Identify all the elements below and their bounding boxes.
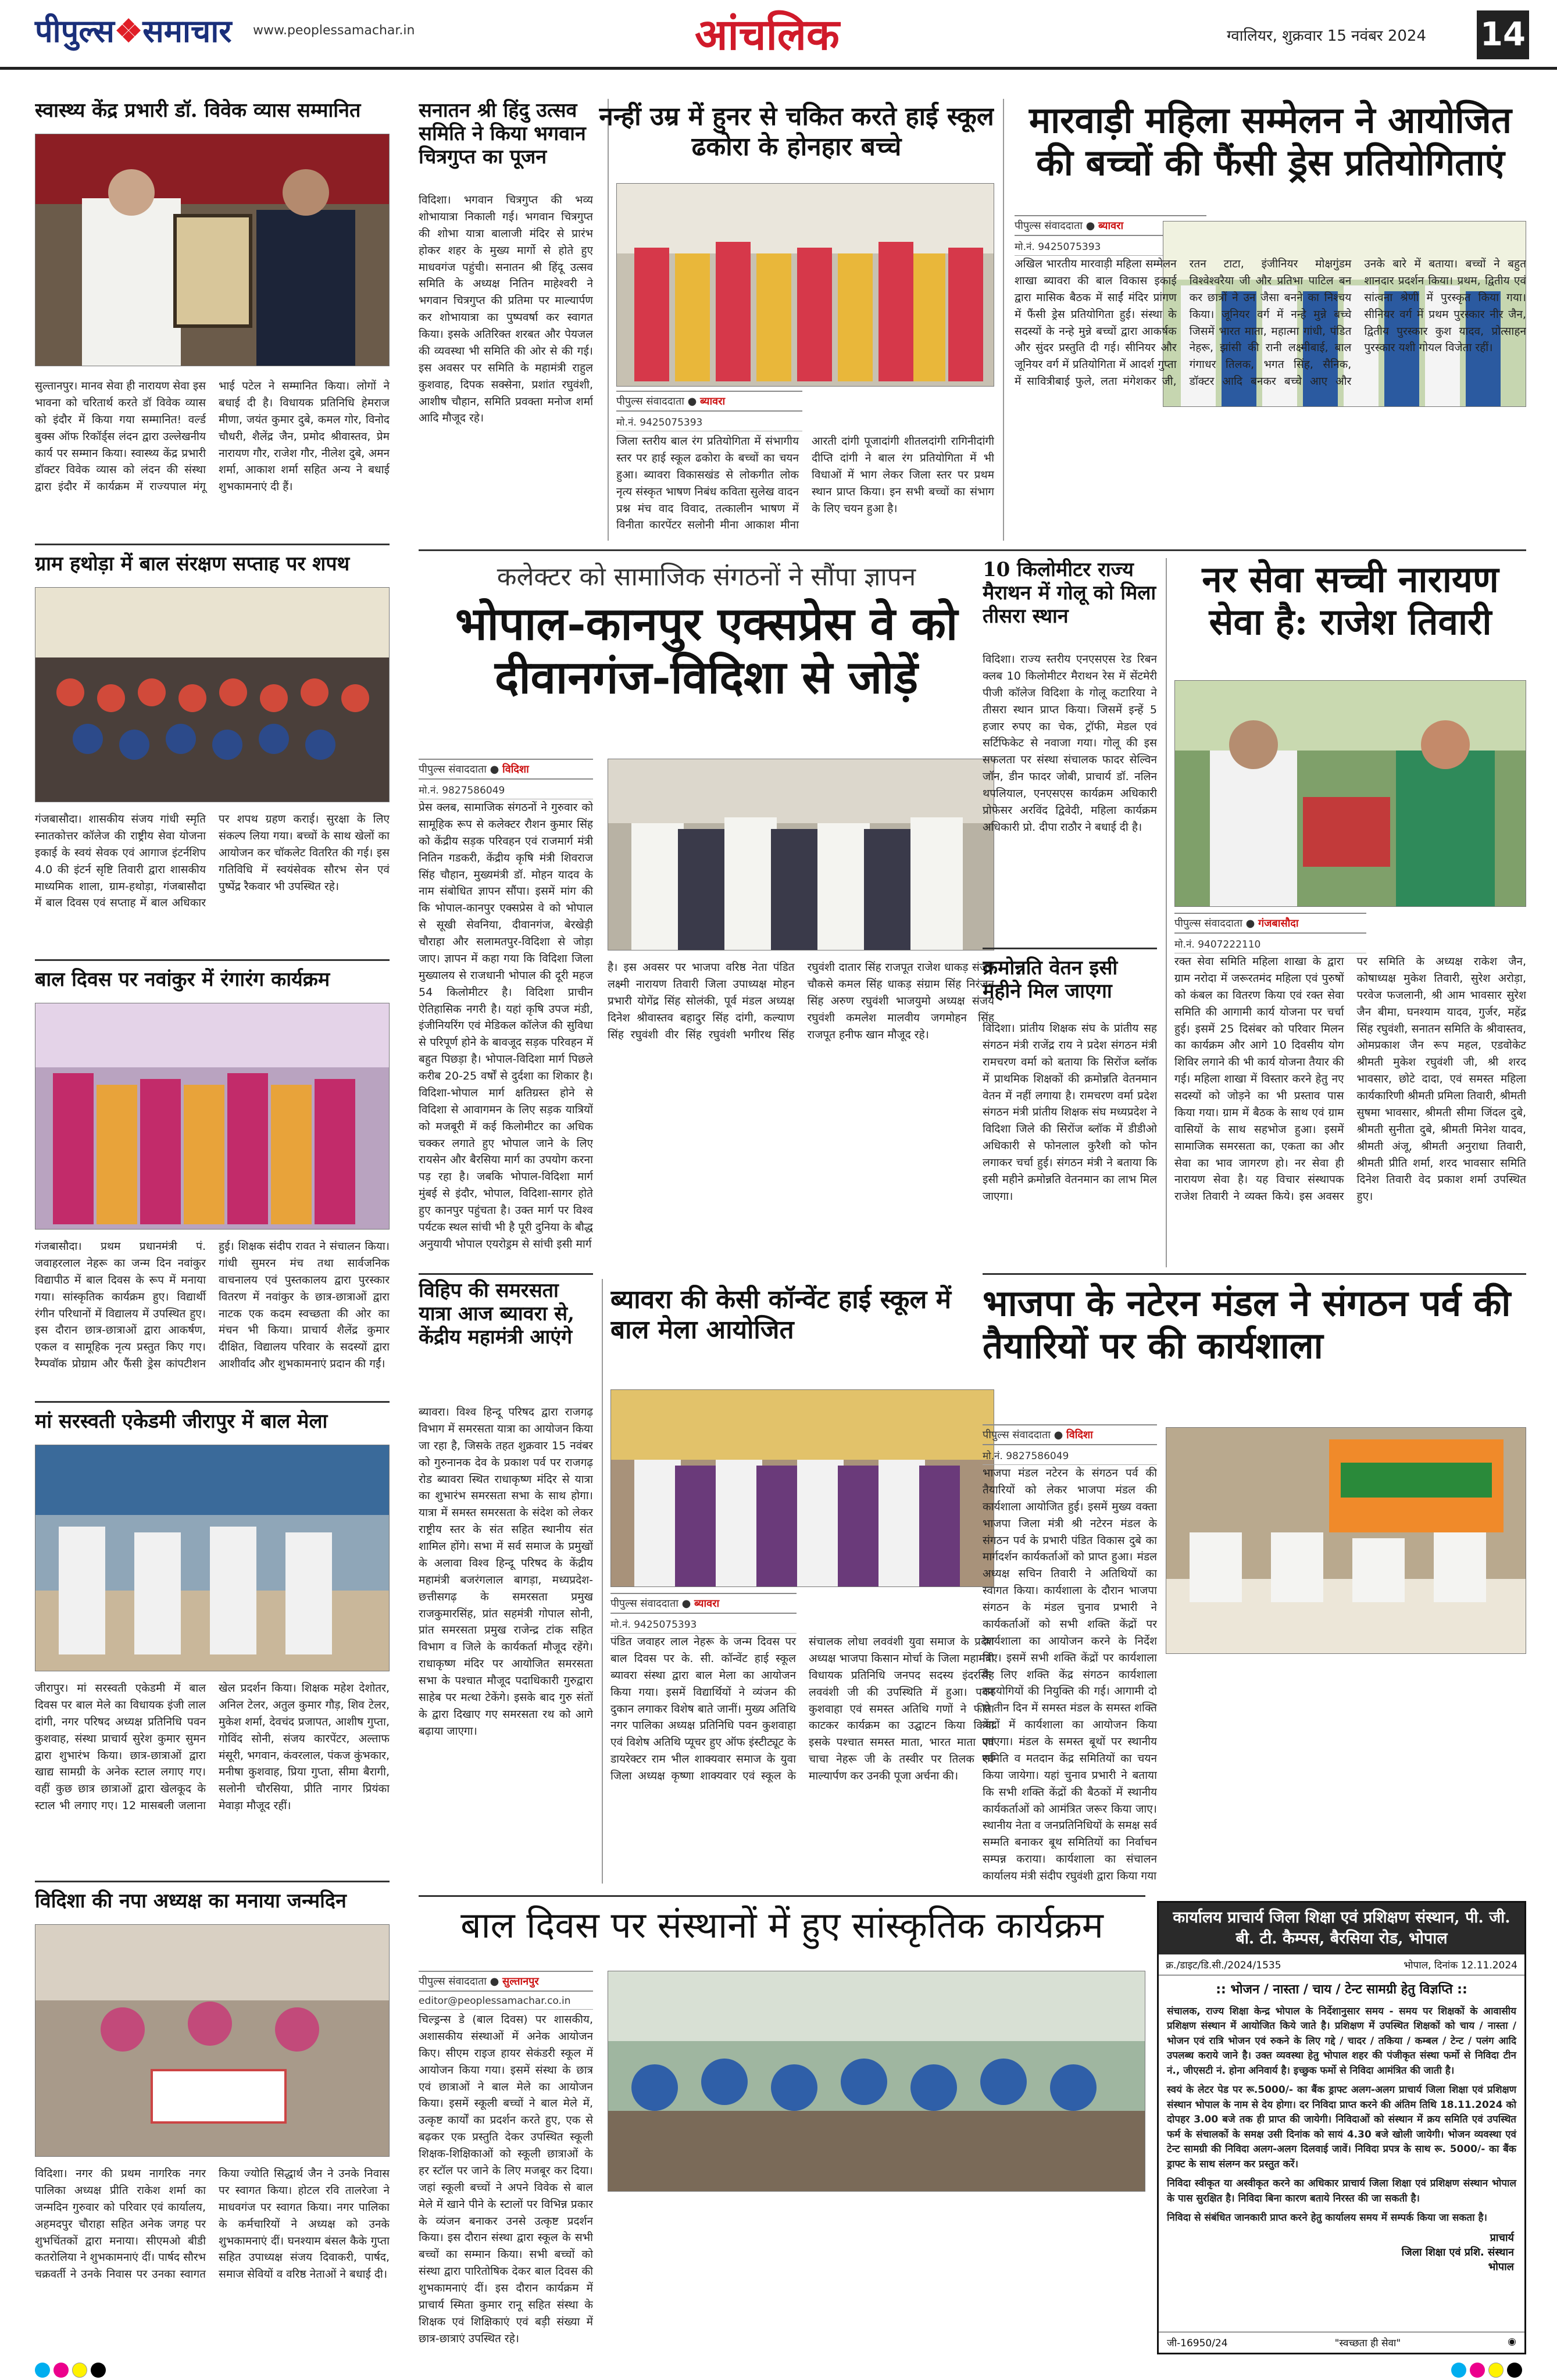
logo-part-b: समाचार — [142, 12, 232, 49]
story-meta — [419, 759, 593, 804]
story-body: रक्त सेवा समिति महिला शाखा के द्वारा ग्राम नरोदा में जरूरतमंद महिला एवं पुरुषों को कंबल का वितरण किया एवं रक्त सेवा समिति की आगामी कार्य योजना पर चर्चा हुई। इसमें 25 दिसंबर को परिवार मिलन का कार्यक्रम और आगे 10 दिवसीय योग शिविर लगाने की भी कार्य योजना तैयार की गई। महिला शाखा में विस्तार करने हेतु नए सदस्यों को जोड़ने का भी प्रस्ताव पास किया गया। ग्राम में बैठक के साथ एवं ग्राम वासियों के साथ सहभोज हुआ। इसमें सामाजिक समरसता का, एकता का और सेवा का भाव जागरण हो। नर सेवा ही नारायण सेवा है। यह विचार संस्थापक राजेश तिवारी ने व्यक्त किये। इस अवसर पर समिति के अध्यक्ष राकेश जैन, कोषाध्यक्ष मुकेश तिवारी, सुरेश अरोड़ा, परवेज फजलानी, श्री आम भावसार सुरेश जैन बीमा, घनश्याम यादव, गुर्जर, महेंद्र सिंह रघुवंशी, सनातन समिति के श्रीवास्तव, ओमप्रकाश जैन रूप महल, एडवोकेट श्रीमती मुकेश रघुवंशी जी, श्री शरद भावसार, छोटे दादा, एवं समस्त महिला कार्यकारिणी श्रीमती प्रमिला तिवारी, श्रीमती सुषमा भावसार, श्रीमती सीमा जिंदल दुबे, श्रीमती सुनीता दुबे, श्रीमती मिनेश यादव, श्रीमती अंजू, श्रीमती अनुराधा तिवारी, श्रीमती प्रीति शर्मा, शरद भावसार समिति दिनेश तिवारी वेद प्रकाश शर्मा उपस्थित हुए। — [1174, 955, 1526, 1203]
ad-paragraph-1: संचालक, राज्य शिक्षा केन्द्र भोपाल के निर्देशानुसार समय - समय पर शिक्षकों के आवासीय प्रशिक्षण संस्थान में आयोजित किये जाते है। प्रशिक्षण में उपस्थित शिक्षकों को चाय / नास्ता / भोजन एवं रात्रि भोजन एवं रुकने के लिए गद्दे / चादर / तकिया / कम्बल / टेन्ट / पलंग आदि उपलब्ध कराये जाने है। उक्त व्यवस्था हेतु भोपाल शहर की पंजीकृत संस्था फर्मो से निविदा टीन नं., जीएसटी नं. होना अनिवार्य है। इच्छुक फर्मो से निविदा आमंत्रित की जाती है। — [1167, 2005, 1516, 2077]
tender-notice-ad — [1157, 1901, 1526, 2354]
story-body: पंडित जवाहर लाल नेहरू के जन्म दिवस पर बाल दिवस पर के. सी. कॉन्वेंट हाई स्कूल ब्यावरा संस्था द्वारा बाल मेला का आयोजन किया गया। इसमें विद्यार्थियों ने व्यंजन की दुकान लगाकर विशेष बाते जानीं। मुख्य अतिथि नगर पालिका अध्यक्ष प्रतिनिधि पवन कुशवाहा एवं विशेष अतिथि प्यूचर हुए ऑफ इंस्टीट्यूट के डायरेक्टर राम भील शाक्यवार समाज के युवा जिला अध्यक्ष कृष्णा शाक्यवार एवं स्कूल के संचालक लोधा लववंशी युवा समाज के प्रदेश अध्यक्ष भाजपा किसान मोर्चा के जिला महामंत्री विधायक प्रतिनिधि जनपद सदस्य इंदरसिंह लववंशी जी की उपस्थिति में हुआ। पवन कुशवाहा एवं समस्त अतिथि गणों ने फीता काटकर कार्यक्रम का उद्घाटन किया किया इसके पश्चात समस्त माता, भारत माता एवं चाचा नेहरू जी के तस्वीर पर तिलक एवं माल्यार्पण कर उनकी पूजा अर्चना की। — [610, 1635, 994, 1782]
headline: 10 किलोमीटर राज्य मैराथन में गोलू को मिला तीसरा स्थान — [983, 558, 1156, 628]
ad-signatory — [1159, 2228, 1524, 2277]
ad-subject: :: भोजन / नास्ता / चाय / टेन्ट सामग्री हेतु विज्ञप्ति :: — [1216, 1982, 1467, 1997]
story-body: विदिशा। प्रांतीय शिक्षक संघ के प्रांतीय सह संगठन मंत्री राजेंद्र राय ने प्रदेश संगठन मंत्री रामचरण वर्मा को बताया कि सिरोंज ब्लॉक में प्राथमिक शिक्षकों की क्रमोन्नति वेतनमान वेतन में नहीं लगाया है। रामचरण वर्मा प्रदेश संगठन मंत्री प्रांतीय शिक्षक संघ मध्यप्रदेश ने विदिशा जिले की सिरोंज ब्लॉक में डीडीओ अधिकारी से फोनलाल कुरैशी को फोन लगाकर चर्चा हुई। संगठन मंत्री ने बताया कि इसी महीने क्रमोन्नति वेतनमान का लाभ मिल जाएगा। — [983, 1022, 1157, 1203]
byline-place: सुल्तानपुर — [502, 1975, 539, 1988]
divider — [35, 959, 390, 961]
story-body: गंजबासौदा। शासकीय संजय गांधी स्मृति स्नातकोत्तर कॉलेज की राष्ट्रीय सेवा योजना इकाई के स्वयं सेवक एवं आगाज इंटर्नशिप 4.0 की इंटर्न सृष्टि तिवारी द्वारा शासकीय माध्यमिक शाला, ग्राम-हथोड़ा, गंजबासौदा में बाल दिवस एवं सप्ताह में बाल अधिकार पर शपथ ग्रहण कराई। सुरक्षा के लिए संकल्प लिया गया। बच्चों के साथ खेलों का आयोजन कर चॉकलेट वितरित की गई। इस गतिविधि में स्वयंसेवक सौरभ सेन एवं पुष्पेंद्र रैकवार भी उपस्थित रहे। — [35, 813, 390, 910]
headline: विदिशा की नपा अध्यक्ष का मनाया जन्मदिन — [35, 1889, 347, 1913]
section-title: आंचलिक — [695, 10, 840, 60]
magenta-dot-icon — [53, 2363, 69, 2378]
story-body-part2 — [1166, 1663, 1526, 1889]
ad-code: जी-16950/24 — [1167, 2338, 1228, 2349]
byline-author: पीपुल्स संवाददाता — [610, 1598, 678, 1610]
byline-place: विदिशा — [1066, 1429, 1093, 1441]
story-child-protection — [35, 552, 390, 587]
byline: पीपुल्स संवाददाता ● सुल्तानपुर — [419, 1971, 593, 1992]
cyan-dot-icon — [1451, 2363, 1466, 2378]
story-nar-seva — [1174, 558, 1526, 674]
headline: विहिप की समरसता यात्रा आज ब्यावरा से, केंद्रीय महामंत्री आएंगे — [419, 1279, 574, 1349]
headline: स्वास्थ्य केंद्र प्रभारी डॉ. विवेक व्यास सम्मानित — [35, 99, 361, 122]
dateline: ग्वालियर, शुक्रवार 15 नवंबर 2024 — [1227, 27, 1426, 45]
story-npa-birthday — [35, 1889, 390, 1924]
photo-image — [35, 588, 390, 802]
story-saraswati-academy — [35, 1410, 390, 1445]
ad-paragraph-4: निविदा से संबंधित जानकारी प्राप्त करने हेतु कार्यालय समय में सम्पर्क किया जा सकता है। — [1167, 2212, 1487, 2224]
photo-blanket-distribution — [1174, 680, 1526, 907]
story-body: गंजबासौदा। प्रथम प्रधानमंत्री पं. जवाहरलाल नेहरू का जन्म दिन नवांकुर विद्यापीठ में बाल दिवस के रूप में मनाया गया। सांस्कृतिक कार्यक्रम हुए। विद्यार्थी रंगीन परिधानों में विद्यालय में उपस्थित हुए। इस दौरान छात्र-छात्राओं द्वारा आकर्षण, एकल व सामूहिक नृत्य प्रस्तुत किए गए। रैम्पवॉक प्रोग्राम और फैंसी ड्रेस कांपटीशन हुई। शिक्षक संदीप रावत ने संचालन किया। गांधी सुमरन मंच तथा सार्वजनिक वाचनालय एवं पुस्तकालय द्वारा पुरस्कार वितरण में नवांकुर के छात्र-छात्राओं द्वारा नाटक एक कदम स्वच्छता की ओर का मंचन भी किया। प्राचार्य शैलेंद्र कुमार दीक्षित, विद्यालय परिवार के सदस्यों द्वारा आशीर्वाद और शुभकामनाएं प्रदान की गईं। — [35, 1240, 390, 1371]
divider — [419, 549, 994, 551]
headline: बाल दिवस पर नवांकुर में रंगारंग कार्यक्रम — [35, 968, 330, 991]
story-marathon-golu — [983, 558, 1157, 651]
ad-slogan: "स्वच्छता ही सेवा" — [1334, 2338, 1401, 2349]
photo-memorandum-submission — [608, 759, 994, 950]
kicker: कलेक्टर को सामाजिक संगठनों ने सौंपा ज्ञापन — [497, 562, 916, 592]
page-number: 14 — [1477, 10, 1529, 59]
photo-birthday-cake — [35, 1924, 390, 2157]
byline-author: पीपुल्स संवाददाता — [616, 395, 684, 408]
column-rule — [1166, 558, 1167, 1267]
photo-students-oath — [35, 587, 390, 802]
story-vhp-yatra — [419, 1279, 593, 1401]
story-body: जिला स्तरीय बाल रंग प्रतियोगिता में संभागीय स्तर पर हाई स्कूल ढकोरा के बच्चों का चयन हुआ। ब्यावरा विकासखंड से लोकगीत लोक नृत्य संस्कृत भाषण निबंध कविता सुलेख वादन प्रश्न मंच वाद विवाद, तत्कालीन भाषण में विनीता कारपेंटर सलोनी मीना आकाश मीना आरती दांगी पूजादांगी शीतलदांगी रागिनीदांगी दीप्ति दांगी ने बाल रंग प्रतियोगिता में भी विधाओं में भाग लेकर जिला स्तर पर प्रथम स्थान प्राप्त किया। इन सभी बच्चों का संभाग के लिए चयन हुआ है। — [616, 435, 994, 532]
story-body-part2 — [608, 2200, 1145, 2354]
story-body: विदिशा। नगर की प्रथम नागरिक नगर पालिका अध्यक्ष प्रीति राकेश शर्मा का जन्मदिन गुरुवार को परिवार एवं कार्यालय, अहमदपुर चौराहा सहित अनेक जगह पर शुभचिंतकों द्वारा मनाया। सीएमओ बीडी कतरोलिया ने शुभकामनाएं दीं। पार्षद सौरभ चक्रवर्ती ने उनके निवास पर उनका स्वागत किया ज्योति सिद्धार्थ जैन ने उनके निवास पर स्वागत किया। होटल रवि तालरेजा ने माधवगंज पर स्वागत किया। नगर पालिका के कर्मचारियों ने अध्यक्ष को उनके शुभकामनाएं दीं। घनश्याम बंसल कैके गुप्ता सहित उपाध्यक्ष संजय दिवाकरी, पार्षद, समाज सेवियों व वरिष्ठ नेताओं ने बधाई दी। — [35, 2167, 390, 2281]
photo-image — [35, 1445, 390, 1671]
byline: पीपुल्स संवाददाता ● ब्यावरा — [616, 391, 802, 412]
story-body: विदिशा। भगवान चित्रगुप्त की भव्य शोभायात्रा निकाली गई। भगवान चित्रगुप्त की शोभा यात्रा बालाजी मंदिर से प्रारंभ होकर शहर के मुख्य मार्गो से होते हुए माधवगंज पहुंची। सनातन श्री हिंदू उत्सव समिति के अध्यक्ष नितिन माहेश्वरी ने भगवान चित्रगुप्त की प्रतिमा पर माल्यार्पण कर शोभायात्रा का पुष्पवर्षा कर स्वागत किया। इसके अतिरिक्त शरबत और पेयजल की व्यवस्था भी समिति की ओर से की गई। इस अवसर पर समिति के महामंत्री राहुल कुशवाह, दिपक सक्सेना, प्रशांत रघुवंशी, आशीष चौहान, समिति प्रवक्ता मनोज शर्मा आदि मौजूद रहे। — [419, 194, 593, 425]
byline: पीपुल्स संवाददाता ● विदिशा — [419, 759, 593, 780]
story-body-part1: चिल्ड्रन्स डे (बाल दिवस) पर शासकीय, अशासकीय संस्थाओं में अनेक आयोजन किए। सीएम राइज हायर सेकंडरी स्कूल में आयोजन किया गया। इसमें संस्था के छात्र एवं छात्राओं ने बाल मेले का आयोजन किया। इसमें स्कूली बच्चों ने बाल मेले में, उत्कृष्ट कार्यों का प्रदर्शन करते हुए, एक से बढ़कर एक प्रस्तुति देकर उपस्थित स्कूली शिक्षक-शिक्षिकाओं को स्कूली छात्राओं के हर स्टॉल पर जाने के लिए मजबूर कर दिया। जहां स्कूली बच्चों ने अपने विवेक से बाल मेले में खाने पीने के स्टालों पर विभिन्न प्रकार के व्यंजन बनाकर उनसे उत्कृष्ट प्रदर्शन किया। इस दौरान संस्था द्वारा स्कूल के सभी बच्चों का सम्मान किया। सभी बच्चों को संस्था द्वारा पारितोषिक देकर बाल दिवस की शुभकामनाएं दीं। इस दौरान कार्यक्रम में प्राचार्य स्मिता कुमार रानू सहित संस्था के शिक्षक एवं शिक्षिकाएं एवं बड़ी संख्या में छात्र-छात्राएं उपस्थित रहे। — [419, 2013, 593, 2345]
mobile-number: मो.नं. 9407222110 — [1174, 937, 1366, 953]
ad-footer — [1159, 2332, 1524, 2353]
divider — [983, 1273, 1526, 1275]
column-rule — [602, 1279, 603, 1884]
photo-kc-convent-fair — [610, 1389, 994, 1587]
photo-image — [608, 1971, 1145, 2192]
byline-place: ब्यावरा — [694, 1598, 720, 1610]
website-url[interactable]: www.peoplessamachar.in — [253, 23, 415, 38]
divider — [419, 1273, 593, 1275]
black-dot-icon — [1507, 2363, 1522, 2378]
headline: बाल दिवस पर संस्थानों में हुए सांस्कृतिक कार्यक्रम — [460, 1904, 1104, 1946]
photo-image — [608, 759, 994, 950]
photo-academy-fair — [35, 1445, 390, 1671]
ad-reference — [1159, 1954, 1524, 1975]
story-fancy-dress — [1015, 99, 1526, 209]
photo-image — [35, 134, 390, 366]
yellow-dot-icon — [72, 2363, 87, 2378]
story-kc-convent-fair — [610, 1285, 994, 1384]
headline: नर सेवा सच्ची नारायण सेवा है: राजेश तिवारी — [1202, 558, 1499, 644]
headline: ग्राम हथोड़ा में बाल संरक्षण सप्ताह पर शपथ — [35, 552, 350, 576]
photo-image — [611, 1390, 994, 1587]
photo-navankur-performers — [35, 1003, 390, 1230]
story-body: ब्यावरा। विश्व हिन्दू परिषद द्वारा राजगढ़ विभाग में समरसता यात्रा का आयोजन किया जा रहा है, जिसके तहत शुक्रवार 15 नवंबर को गुरुनानक देव के प्रकाश पर्व पर राजगढ़ रोड ब्यावरा स्थित राधाकृष्ण मंदिर से यात्रा का शुभारंभ समरसता सभा के साथ होगा। यात्रा में समस्त समरसता के संदेश को लेकर राष्ट्रीय स्तर के संत सहित स्थानीय संत शामिल होंगे। सभा में सर्व समाज के प्रमुखों के अलावा विश्व हिन्दू परिषद के केंद्रीय महामंत्री बजरंगलाल बागड़ा, मध्यप्रदेश-छत्तीसगढ़ के समरसता प्रमुख राजकुमारसिंह, प्रांत सहमंत्री गोपाल सोनी, प्रांत समरसता प्रमुख राजेन्द्र टांक सहित विभाग व जिले के कार्यकर्ता मौजूद रहेंगे। राधाकृष्ण मंदिर पर आयोजित समरसता सभा के पश्चात मौजूद पदाधिकारी गुरुद्वारा साहेब पर मत्था टेकेंगे। इसके बाद गुरु संतों के द्वारा दिखाए गए समरसता रथ को आगे बढ़ाया जाएगा। — [419, 1406, 593, 1738]
photo-bjp-meeting — [1166, 1427, 1526, 1654]
story-meta — [616, 391, 802, 436]
ad-sign-title: प्राचार्य — [1490, 2231, 1514, 2244]
byline-author: पीपुल्स संवाददाता — [1174, 917, 1242, 930]
divider — [35, 1881, 390, 1882]
photo-dhakora-students — [616, 183, 994, 387]
story-body: विदिशा। राज्य स्तरीय एनएसएस रेड रिबन क्लब 10 किलोमीटर मैराथन रेस में सेंटमेरी पीजी कॉलेज विदिशा के गोलू कटारिया ने तीसरा स्थान प्राप्त किया। जिसमें इन्हें 5 हजार रुपए का चेक, ट्रॉफी, मेडल एवं सर्टिफिकेट से नवाजा गया। गोलू की इस सफलता पर संस्था संचालक फादर सेल्विन जॉन, डीन फादर जोबी, प्राचार्य डॉ. नलिन थपलियाल, एनएसएस कार्यक्रम अधिकारी प्रोफेसर अरविंद द्विवेदी, महिला कार्यक्रम अधिकारी प्रो. दीपा राठौर ने बधाई दी है। — [983, 653, 1157, 834]
black-dot-icon — [91, 2363, 106, 2378]
divider — [983, 948, 1157, 949]
story-body-part2: है। इस अवसर पर भाजपा वरिष्ठ नेता पंडित लक्ष्मी नारायण तिवारी जिला उपाध्यक्ष मोहन प्रभारी योगेंद्र सिंह सोलंकी, पूर्व मंडल अध्यक्ष दिनेश श्रीवास्तव बहादुर सिंह दांगी, कल्याण सिंह रघुवंशी वीर सिंह रघुवंशी भगीरथ सिंह रघुवंशी दातार सिंह राजपूत राजेश धाकड़ संजय चौकसे कमल सिंह धाकड़ संग्राम सिंह निरंजन सिंह अरुण रघुवंशी भाजयुमो अध्यक्ष संजय रघुवंशी कमलेश मालवीय जगमोहन सिंह राजपूत हनीफ खान मौजूद रहे। — [608, 961, 994, 1041]
headline: सनातन श्री हिंदु उत्सव समिति ने किया भगवान चित्रगुप्त का पूजन — [419, 99, 586, 169]
mobile-number: मो.नं. 9425075393 — [610, 1617, 797, 1634]
byline: पीपुल्स संवाददाता ● ब्यावरा — [1015, 215, 1206, 236]
photo-image — [1166, 1428, 1526, 1654]
story-body-part1: भाजपा मंडल नटेरन के संगठन पर्व की तैयारियों को लेकर भाजपा मंडल की कार्यशाला आयोजित हुई। इसमें मुख्य वक्ता भाजपा जिला मंत्री श्री नटेरन मंडल के संगठन पर्व के प्रभारी पंडित विकास दुबे का मार्गदर्शन कार्यकर्ताओं को प्राप्त हुआ। मंडल अध्यक्ष सचिन तिवारी ने अतिथियों का स्वागत किया। कार्यशाला के दौरान भाजपा संगठन के मंडल चुनाव प्रभारी ने कार्यकर्ताओं को सभी शक्ति केंद्रों पर कार्यशाला का आयोजन करने के निर्देश दिए। इसमें सभी शक्ति केंद्रों पर कार्यशाला के लिए शक्ति केंद्र संगठन कार्यशाला सहयोगियों की नियुक्ति की गई। आगामी दो से तीन दिन में समस्त मंडल के समस्त शक्ति केंद्रों में कार्यशाला का आयोजन किया जाएगा। मंडल के समस्त बूथों पर स्थानीय समिति व मतदान केंद्र समितियों का चयन किया जायेगा। यहां चुनाव प्रभारी ने बताया कि सभी शक्ति केंद्रों की बैठकों में स्थानीय कार्यकर्ताओं को आमंत्रित जरूर किया जाए। स्थानीय नेता व जनप्रतिनिधियों के समक्ष सर्व सम्मति बनाकर बूथ समितियों का निर्वाचन सम्पन्न कराया। कार्यशाला का संचालन कार्यालय मंत्री संदीप रघुवंशी द्वारा किया गया — [983, 1467, 1157, 1882]
story-expressway-demand — [419, 558, 994, 759]
byline-place: गंजबासौदा — [1258, 917, 1299, 930]
headline: नन्हीं उम्र में हुनर से चकित करते हाई स्कूल ढकोरा के होनहार बच्चे — [599, 102, 994, 162]
photo-image — [617, 184, 994, 387]
headline: क्रमोन्नति वेतन इसी महीने मिल जाएगा — [983, 956, 1118, 1003]
story-bjp-workshop — [983, 1282, 1526, 1421]
newspaper-logo: पीपुल्स❖समाचार — [35, 12, 232, 49]
story-meta — [983, 1424, 1157, 1470]
mobile-number: मो.नं. 9425075393 — [1015, 240, 1206, 256]
ad-header: कार्यालय प्राचार्य जिला शिक्षा एवं प्रशिक्षण संस्थान, पी. जी. बी. टी. कैम्पस, बैरसिया रोड, भोपाल — [1159, 1903, 1524, 1954]
logo-part-a: पीपुल्स — [35, 12, 115, 49]
byline: पीपुल्स संवाददाता ● ब्यावरा — [610, 1593, 797, 1614]
photo-doctor-award — [35, 134, 390, 366]
byline: पीपुल्स संवाददाता ● गंजबासौदा — [1174, 913, 1366, 934]
cyan-dot-icon — [35, 2363, 50, 2378]
byline-author: पीपुल्स संवाददाता — [1015, 220, 1083, 232]
yellow-dot-icon — [1488, 2363, 1504, 2378]
story-body-part1: प्रेस क्लब, सामाजिक संगठनों ने गुरुवार को सामूहिक रूप से कलेक्टर रौशन कुमार सिंह को केंद्रीय सड़क परिवहन एवं राजमार्ग मंत्री नितिन गडकरी, केंद्रीय कृषि मंत्री शिवराज सिंह चौहान, मुख्यमंत्री डॉ. मोहन यादव के नाम संबोधित ज्ञापन सौंपा। इसमें मांग की कि भोपाल-कानपुर एक्सप्रेस वे को भोपाल से सूखी सेवनिया, दीवानगंज, बेरखेड़ी चौराहा और सलामतपुर-विदिशा से जोड़ा जाए। ज्ञापन में कहा गया कि विदिशा जिला मुख्यालय से राजधानी भोपाल की दूरी महज 54 किलोमीटर है। विदिशा प्राचीन ऐतिहासिक नगरी है। यहां कृषि उपज मंडी, इंजीनियरिंग एवं मेडिकल कॉलेज की सुविधा से परिपूर्ण होने के बावजूद सड़क परिवहन में बहुत पिछड़ा है। भोपाल-विदिशा मार्ग पिछले करीब 20-25 वर्षों से दुर्दशा का शिकार है। विदिशा-भोपाल मार्ग क्षतिग्रस्त होने से विदिशा से आवागमन के लिए सड़क यात्रियों को मजबूरी में कई किलोमीटर का अधिक चक्कर लगाते हुए भोपाल जाने के लिए रायसेन और बैरसिया मार्ग का उपयोग करना पड़ रहा है। जबकि भोपाल-विदिशा मार्ग मुंबई से इंदौर, भोपाल, विदिशा-सागर होते हुए कानपुर पहुंचता है। उक्त मार्ग पर विश्व पर्यटक स्थल सांची भी है पूरी दुनिया के बौद्ध अनुयायी भोपाल एयरोड्रम से सांची इसी मार्ग — [419, 801, 593, 1250]
ad-paragraph-2: स्वयं के लेटर पेड पर रू.5000/- का बैंक ड्राफ्ट अलग-अलग प्राचार्य जिला शिक्षा एवं प्रशिक्षण संस्थान भोपाल के नाम से देय होगा। दर निविदा प्राप्त करने की अंतिम तिथि 18.11.2024 को दोपहर 3.00 बजे तक ही प्राप्त की जायेगी। निविदाओं को संस्थान में क्रय समिति एवं उपस्थित फर्म के संचालकों के समक्ष उसी दिनांक को सायं 4.30 बजे खोली जायेगी। भोजन व्यवस्था एवं टेन्ट सामग्री की निविदा अलग-अलग दिलवाई जावें। निविदा प्रपत्र के साथ रू. 5000/- का बैंक ड्राफ्ट के साथ संलग्न कर प्रस्तुत करें। — [1167, 2084, 1516, 2170]
divider — [35, 544, 390, 545]
byline-place: विदिशा — [502, 763, 529, 776]
email[interactable]: editor@peoplessamachar.co.in — [419, 1995, 593, 2010]
story-dhakora-students — [599, 102, 994, 177]
divider — [983, 549, 1526, 551]
story-meta — [1174, 913, 1366, 958]
story-body: सुल्तानपुर। मानव सेवा ही नारायण सेवा इस भावना को चरितार्थ करते डॉ विवेक व्यास को इंदौर में किया गया सम्मानित! वर्ल्ड बुक्स ऑफ रिकॉर्ड्स लंदन द्वारा उल्लेखनीय कार्य पर सम्मान किया। स्वास्थ्य केंद्र प्रभारी डॉक्टर विवेक व्यास को लंदन की संस्था द्वारा इंदौर में कार्यक्रम में राज्यपाल मंगू भाई पटेल ने सम्मानित किया। लोगों ने बधाई दी है। विधायक प्रतिनिधि हेमराज मीणा, जयंत कुमार दुबे, कमल गोर, विनोद चौधरी, शैलेंद्र जैन, प्रमोद श्रीवास्तव, प्रेम नारायण गौर, राजेश गौर, नीलेश दुबे, अमन शर्मा, आकाश शर्मा सहित अन्य ने बधाई शुभकामनाएं दी हैं। — [35, 380, 390, 494]
byline: पीपुल्स संवाददाता ● विदिशा — [983, 1424, 1157, 1445]
swachh-logo-icon: ◉ — [1508, 2336, 1516, 2347]
byline-place: ब्यावरा — [700, 395, 726, 408]
ad-ref-date: भोपाल, दिनांक 12.11.2024 — [1404, 1959, 1517, 1971]
ad-sign-city: भोपाल — [1488, 2261, 1514, 2274]
story-body: अखिल भारतीय मारवाड़ी महिला सम्मेलन शाखा ब्यावरा की बाल विकास इकाई द्वारा मासिक बैठक में साईं मंदिर प्रांगण में फैंसी ड्रेस प्रतियोगिता हुई। संस्था के सदस्यों के नन्हे मुन्ने बच्चों द्वारा आकर्षक और सुंदर प्रस्तुति दी गई। सीनियर और जूनियर वर्ग में प्रतियोगिता में आदर्श गुप्ता में सावित्रीबाई फुले, लता मंगेशकर जी, रतन टाटा, इंजीनियर मोक्षगुंडम विश्वेश्वरैया जी और प्रतिभा पाटिल बन कर छात्रों ने उन जैसा बनने का निश्चय किया। जूनियर वर्ग में नन्हे मुन्ने बच्चे जिसमें भारत माता, महात्मा गांधी, पंडित नेहरू, झांसी की रानी लक्ष्मीबाई, बाल गंगाधर तिलक, भगत सिंह, सैनिक, डॉक्टर आदि बनकर बच्चे आए और उनके बारे में बताया। बच्चों ने बहुत शानदार प्रदर्शन किया। प्रथम, द्वितीय एवं सांत्वना श्रेणी में पुरस्कृत किया गया। सीनियर वर्ग में प्रथम पुरस्कार नीर जैन, द्वितीय पुरस्कार कुश यादव, प्रोत्साहन पुरस्कार यशी गोयल विजेता रहीं। — [1015, 258, 1526, 388]
mobile-number: मो.नं. 9827586049 — [419, 783, 593, 799]
divider — [419, 1895, 1145, 1897]
ad-paragraph-3: निविदा स्वीकृत या अस्वीकृत करने का अधिकार प्राचार्य जिला शिक्षा एवं प्रशिक्षण संस्थान भोपाल के पास सुरक्षित है। निविदा बिना कारण बताये निरस्त की जा सकती है। — [1167, 2178, 1516, 2204]
story-meta — [610, 1593, 797, 1638]
photo-cm-rise-students — [608, 1971, 1145, 2192]
headline: ब्यावरा की केसी कॉन्वेंट हाई स्कूल में बाल मेला आयोजित — [610, 1285, 951, 1345]
headline: मां सरस्वती एकेडमी जीरापुर में बाल मेला — [35, 1410, 328, 1433]
headline: मारवाड़ी महिला सम्मेलन ने आयोजित की बच्चों की फैंसी ड्रेस प्रतियोगिताएं — [1029, 99, 1512, 184]
story-children-day-programs — [419, 1904, 1145, 1962]
mobile-number: मो.नं. 9425075393 — [616, 415, 802, 431]
column-rule — [1003, 99, 1004, 541]
masthead — [0, 0, 1557, 70]
ad-ref-number: क्र./डाइट/डि.सी./2024/1535 — [1166, 1959, 1281, 1971]
byline-place: ब्यावरा — [1098, 220, 1124, 232]
photo-image — [35, 1925, 390, 2157]
story-body: जीरापुर। मां सरस्वती एकेडमी में बाल दिवस पर बाल मेले का विधायक इंजी लाल दांगी, नगर परिषद अध्यक्ष प्रतिनिधि पवन कुशवाह, संस्था प्राचार्य सुरेश कुमार सुमन द्वारा शुभारंभ किया। छात्र-छात्राओं द्वारा खाद्य सामग्री के अनेक स्टाल लगाए गए। वहीं कुछ छात्र छात्राओं द्वारा खेलकूद के स्टाल भी लगाए गए। 12 मासबली जलाना खेल प्रदर्शन किया। शिक्षक महेश देशोतर, अनिल टेलर, अतुल कुमार गौड़, शिव टेलर, मुकेश शर्मा, देवचंद प्रजापत, आशीष गुप्ता, गोविंद सोनी, संजय कारपेंटर, अल्ताफ मंसूरी, भगवान, कंवरलाल, पंकज कुंभकार, मनीषा कुशवाह, प्रिया गुप्ता, सीमा बैरागी, सलोनी चौरसिया, प्रीति नागर प्रियंका मेवाड़ा मौजूद रहीं। — [35, 1682, 390, 1813]
byline-author: पीपुल्स संवाददाता — [419, 763, 487, 776]
photo-image — [1175, 681, 1526, 907]
divider — [35, 1401, 390, 1403]
headline: भोपाल-कानपुर एक्सप्रेस वे को दीवानगंज-विदिशा से जोड़ें — [455, 598, 958, 705]
story-children-day-navankur — [35, 968, 390, 1003]
story-chitragupt-pujan — [419, 99, 593, 186]
print-registration-bar — [0, 2360, 1557, 2380]
story-meta — [419, 1971, 593, 2014]
byline-author: पीपुल्स संवाददाता — [983, 1429, 1051, 1441]
photo-image — [35, 1003, 390, 1230]
magenta-dot-icon — [1470, 2363, 1485, 2378]
mobile-number: मो.नं. 9827586049 — [983, 1449, 1157, 1465]
ad-sign-office: जिला शिक्षा एवं प्रशि. संस्थान — [1401, 2246, 1514, 2259]
byline-author: पीपुल्स संवाददाता — [419, 1975, 487, 1988]
headline: भाजपा के नटेरन मंडल ने संगठन पर्व की तैयारियों पर की कार्यशाला — [983, 1282, 1511, 1367]
story-promotion-salary — [983, 956, 1157, 1020]
